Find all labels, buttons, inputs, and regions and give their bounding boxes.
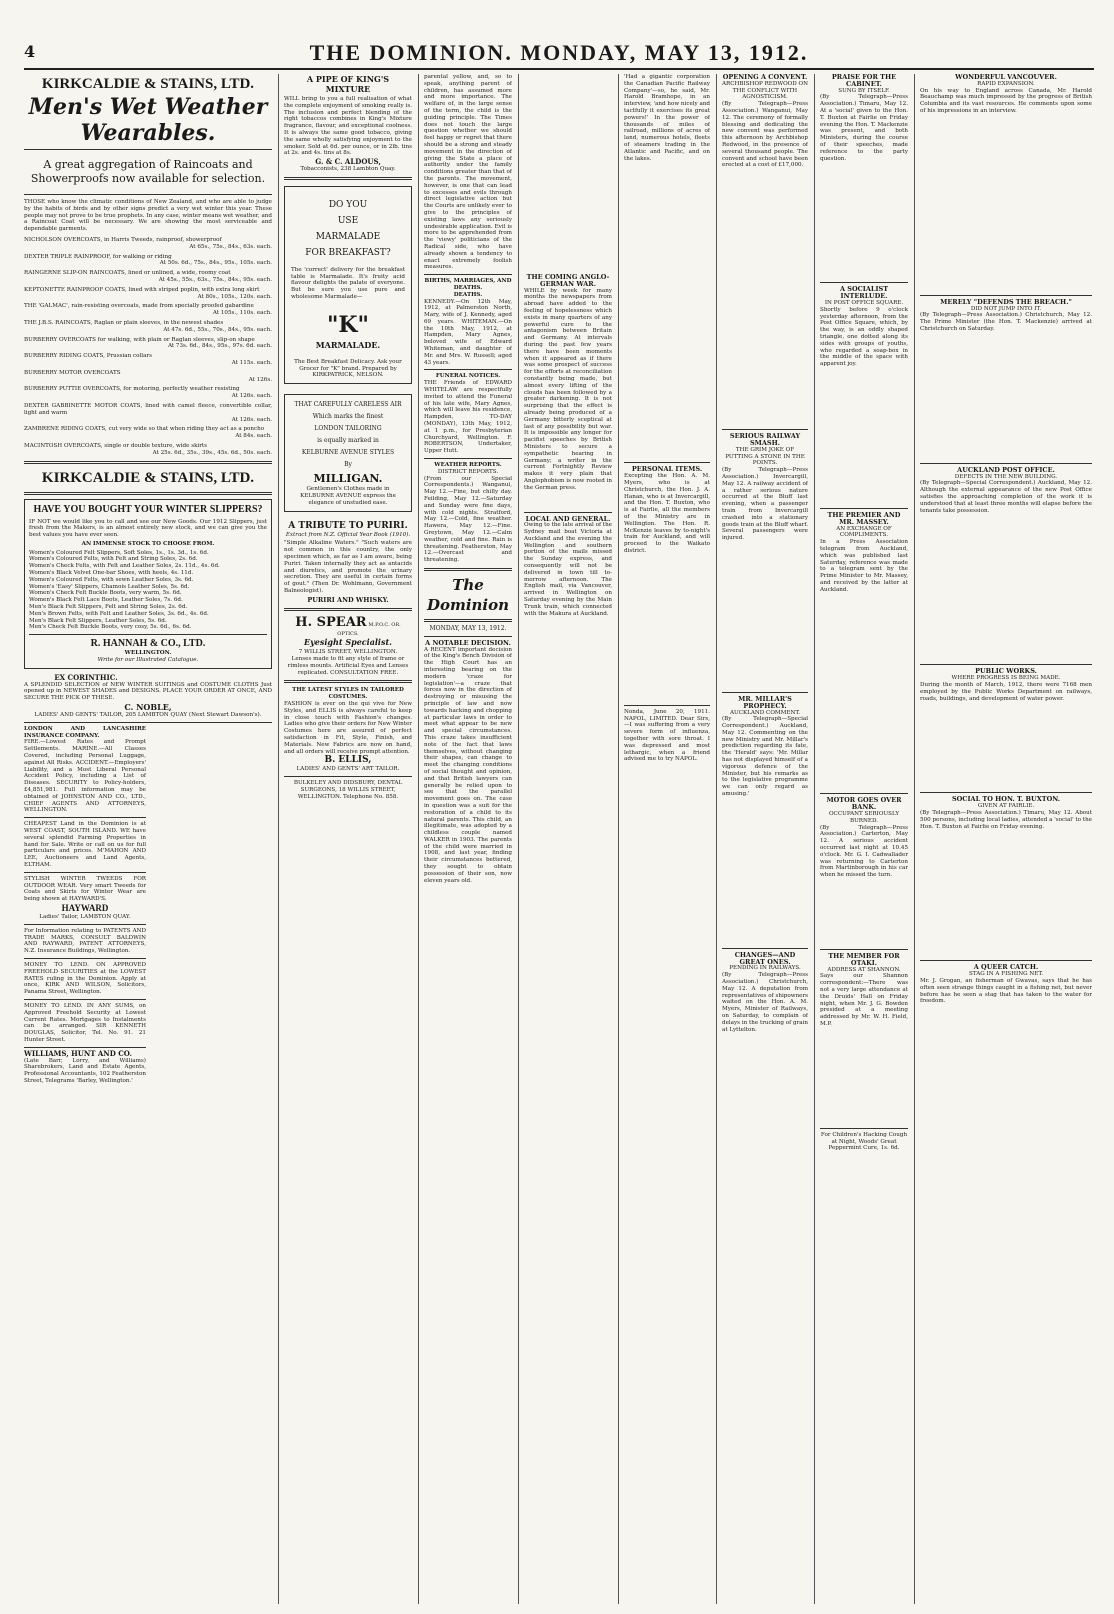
- column-3: [424, 74, 512, 1604]
- tribute-title: A TRIBUTE TO PURIRI.: [288, 520, 408, 531]
- slipper-item: Men's Brown Felts, with Felt and Leather Soles, 3s. 6d., 4s. 6d.: [29, 610, 209, 617]
- premier-body: In a Press Association telegram from Auckland, which was published last Saturday, reference was made to a telegram sent by the Prime Minister to Mr. Massey, and received by the latter at Auckland.: [820, 539, 908, 593]
- column-rule: [518, 74, 519, 1604]
- funeral-body: THE Friends of EDWARD WHITELAW are respectfully invited to attend the Funeral of his late wife, Mary Agnes, which will leave his residence, Hampden, TO-DAY (MONDAY), 13th May, 1912, at 1 p.m., for Presbyterian Churchyard, Wellington. F. ROBERTSON, Undertaker, Upper Hutt.: [424, 380, 512, 455]
- coat-item-name: RAINGERNE SLIP-ON RAINCOATS, lined or unlined, a wide, roomy coat: [24, 270, 231, 277]
- dateline: MONDAY, MAY 13, 1912.: [429, 624, 507, 632]
- coat-item-name: NICHOLSON OVERCOATS, in Harris Tweeds, rainproof, showerproof: [24, 236, 222, 243]
- coat-item-price: At 105s., 110s. each.: [212, 310, 272, 317]
- vancouver-title: WONDERFUL VANCOUVER.: [955, 74, 1057, 81]
- kirkcaldie-body: THOSE who know the climatic conditions of New Zealand, and who are able to judge by the habits of birds and by other signs predict a very wet winter this year. These people may not prove to be true prophets. In any case, winter means wet weather, and a Raincoat Coat will be necessary. We are showing the most serviceable and dependable garments.: [24, 199, 272, 233]
- napol-notice: Nonda, June 20, 1911. NAPOL, LIMITED. Dear Sirs,—I was suffering from a very severe form of influenza, together with sore throat. I was depressed and most lethargic, when a friend advised me to try NAPOL.: [624, 708, 710, 763]
- deaths-body: KENNEDY.—On 12th May, 1912, at Palmerston North, Mary, wife of J. Kennedy, aged 69 years. WHITEMAN.—On the 10th May, 1912, at Hampden, Mary Agnes, beloved wife of Edward Whiteman, and daughter of Mr. and Mrs. W. Russell; aged 43 years.: [424, 298, 512, 366]
- ellis-sub: LADIES' AND GENTS' ART TAILOR.: [296, 766, 400, 773]
- column-5: [624, 74, 710, 1604]
- noble-body: A SPLENDID SELECTION of NEW WINTER SUITINGS and COSTUME CLOTHS Just opened up in NEWEST SHADES and DESIGNS. PLACE YOUR ORDER AT ONCE, AND SECURE THE PICK OF THESE.: [24, 681, 272, 702]
- coat-item: [24, 386, 272, 400]
- cpr-article: 'Had a gigantic corporation the Canadian Pacific Railway Company'—so, he said, Mr. Harold Bramhope, in an interview, 'and how nicely and tactfully it exercises its great powers!' In the power of thousands of miles of railroad, millions of acres of land, numerous hotels, fleets of steamers trading in the Atlantic and Pacific, and on the lakes.: [624, 74, 710, 162]
- milligan-line: KELBURNE AVENUE STYLES: [301, 449, 395, 457]
- slipper-item: Women's Coloured Felt Slippers, Soft Soles, 1s., 1s. 3d., 1s. 6d.: [29, 549, 209, 556]
- coat-item: [24, 287, 272, 301]
- k-body: The 'correct' delivery for the breakfast table is Marmalade. It's fruity acid flavour delights the palate of everyone. But be sure you use pure and wholesome Marmalade—: [291, 266, 405, 300]
- otaki-title: THE MEMBER FOR OTAKI.: [828, 952, 900, 967]
- column-rule: [618, 74, 619, 1604]
- slipper-item: Women's Check Felts, with Felt and Leather Soles, 2s. 11d., 4s. 6d.: [29, 563, 220, 570]
- coat-item: [24, 270, 272, 284]
- milligan-line: By: [344, 461, 352, 469]
- coat-item: [24, 403, 272, 423]
- queer-body: Mr. J. Grogan, an fisherman of Gwavas, says that he has often seen strange things caught in a fishing net, but never before has he seen a stag that has taken to the water for freedom.: [920, 977, 1092, 1005]
- coat-item-price: At 45s., 55s., 63s., 75s., 84s., 95s. each.: [158, 276, 272, 283]
- column-rule: [418, 74, 419, 1604]
- socialist-sub: IN POST OFFICE SQUARE.: [824, 299, 904, 306]
- millar-body: (By Telegraph—Special Correspondent.) Auckland, May 12. Commenting on the new Ministry and Mr. Millar's prediction regarding its fate, the 'Herald' says: 'Mr. Millar has not displayed himself of a vigorous defence of the Minister, but his remarks as to the legislative programme we can only regard as amusing.': [722, 716, 808, 798]
- convent-sub: ARCHBISHOP REDWOOD ON THE CONFLICT WITH AGNOSTICISM.: [722, 80, 808, 101]
- coat-item: [24, 443, 272, 457]
- noble-sub: LADIES' AND GENTS' TAILOR, 205 LAMBTON QUAY (Next Stewart Dawson's).: [34, 712, 262, 719]
- milligan-name: MILLIGAN.: [313, 472, 383, 486]
- peppermint-ad: For Children's Hacking Cough at Night, Woods' Great Peppermint Cure, 1s. 6d.: [820, 1131, 908, 1152]
- works-title: PUBLIC WORKS.: [975, 667, 1037, 676]
- masthead: [24, 38, 1094, 70]
- coat-item-name: BURBERRY PUTTIE OVERCOATS, for motoring, perfectly weather resisting: [24, 386, 240, 393]
- coat-item-price: At 25s. 6d., 35s., 39s., 45s. 6d., 50s. each.: [152, 449, 272, 456]
- motor-title: MOTOR GOES OVER BANK.: [826, 796, 902, 812]
- hannah-city: WELLINGTON.: [124, 650, 172, 657]
- coat-item-price: At 80s., 105s., 120s. each.: [197, 293, 272, 300]
- coat-item-price: At 50s. 6d., 75s., 84s., 95s., 105s. each.: [159, 260, 272, 267]
- post-sub: DEFECTS IN THE NEW BUILDING.: [954, 473, 1058, 480]
- dental-body: BULKELEY AND DIDSBURY, DENTAL SURGEONS, 18 WILLIS STREET, WELLINGTON. Telephone No. 858.: [293, 780, 403, 800]
- funeral-title: FUNERAL NOTICES.: [435, 373, 501, 380]
- kirkcaldie-items: [24, 237, 272, 457]
- war-title: THE COMING ANGLO-GERMAN WAR.: [526, 273, 610, 288]
- coat-item-price: At 84s. each.: [235, 433, 272, 440]
- buxton-body: (By Telegraph—Press Association.) Timaru, May 12. About 500 persons, including local ladies, attended a 'social' to the Hon. T. Buxton at Fairlie on Friday evening.: [920, 809, 1092, 830]
- hayward-sub: Ladies' Tailor, LAMBTON QUAY.: [39, 913, 131, 920]
- ellis-name: B. ELLIS,: [324, 755, 372, 766]
- money-body: MONEY TO LEND. ON APPROVED FREEHOLD SECURITIES at the LOWEST RATES ruling in the Dominion. Apply at once, KIRK AND WILSON, Solicitors, Panama Street, Wellington.: [24, 961, 146, 996]
- coat-item-name: THE 'GALMAC', rain-resisting overcoats, made from specially proofed gabardine: [24, 303, 254, 310]
- hayward-intro: STYLISH WINTER TWEEDS FOR OUTDOOR WEAR. Very smart Tweeds for Coats and Skirts for Winter Wear are being shown at HAYWARD'S.: [24, 875, 146, 903]
- slipper-item: Women's Black Felt Lace Boots, Leather Soles, 7s. 6d.: [29, 597, 183, 604]
- socialist-title: A SOCIALIST INTERLUDE.: [839, 285, 889, 301]
- coat-item: [24, 254, 272, 268]
- column-rule: [716, 74, 717, 1604]
- page-title: THE DOMINION. MONDAY, MAY 13, 1912.: [309, 40, 809, 65]
- coat-item-name: BURBERRY RIDING COATS, Prussian collars: [24, 353, 152, 360]
- spear-ad: [284, 615, 412, 638]
- decision-body: A RECENT important decision of the King's Bench Division of the High Court has an interesting bearing on the modern 'craze for legislation'—a craze that forces now in the direction of destroying or misusing the principle of law and now towards hacking and chopping at particular laws in order to meet what appear to be new and special circumstances. This craze takes insufficient note of the fact that laws themselves, without changing their shapes, can change to meet the changing conditions of social thought and opinion, and that British lawyers can generally be relied upon to see that the parallel movement goes on. The case in question was a suit for the restoration of a child to its natural parents. This child, an illegitimate, was adopted by a childless couple named WALKER in 1903. The parents of the child were married in 1908, and last year, finding their circumstances bettered, they sought to obtain possession of their son, now eleven years old.: [424, 646, 512, 884]
- changes-sub: PENDING IN RAILWAYS.: [729, 965, 801, 972]
- k-word: MARMALADE.: [315, 339, 381, 350]
- williams-name: WILLIAMS, HUNT AND CO.: [24, 1048, 132, 1058]
- paper-nameplate: The Dominion: [426, 575, 510, 614]
- column-2: [284, 74, 412, 1604]
- millar-title: MR. MILLAR'S PROPHECY.: [738, 694, 792, 710]
- slippers-subheading: AN IMMENSE STOCK TO CHOOSE FROM.: [81, 540, 215, 547]
- personal-body: Excepting the Hon. A. M. Myers, who is at Christchurch, the Hon. J. A. Hanan, who is at Invercargill, and the Hon. T. Buxton, who is at Fairlie, all the members of the Ministry are in Wellington. The Hon. R. McKenzie leaves by to-night's train for Auckland, and will proceed to the Waikato district.: [624, 473, 710, 554]
- convent-body: (By Telegraph—Press Association.) Wanganui, May 12. The ceremony of formally blessing and dedicating the new convent was performed this afternoon by Archbishop Redwood, in the presence of several thousand people. The convent and school have been erected at a cost of £17,000.: [722, 101, 808, 169]
- kirkcaldie-ad-title: KIRKCALDIE & STAINS, LTD.: [41, 76, 255, 92]
- insurance-body: FIRE.—Lowest Rates and Prompt Settlements. MARINE.—All Classes Covered, including Personal Luggage, against All Risks. ACCIDENT.—Employers' Liability, and a Most Liberal Personal Accident Policy, including a List of Diseases. SECURITY to Policy-holders, £4,851,981. Full information may be obtained of JOHNSTON AND CO., LTD., CHIEF AGENTS AND ATTORNEYS, WELLINGTON.: [24, 739, 146, 814]
- k-line: MARMALADE: [315, 231, 381, 242]
- coat-item-price: At 115s. each.: [231, 359, 272, 366]
- socialist-body: Shortly before 9 o'clock yesterday afternoon, from the Post Office Square, which, by the way, is an oddly shaped triangle, one dotted along its sides with groups of youths, who regarded a soap-box in the middle of the space with apparent joy.: [820, 306, 908, 368]
- coat-item-name: DEXTER TRIPLE RAINPROOF, for walking or riding: [24, 253, 172, 260]
- kirkcaldie-slogan: Men's Wet Weather Wearables.: [28, 94, 268, 146]
- slippers-list: [29, 550, 267, 632]
- railway-title: SERIOUS RAILWAY SMASH.: [729, 432, 801, 447]
- spear-quals: M.P.O.C. OR. OPTICS.: [337, 621, 401, 637]
- coat-item-price: At 126s. each.: [231, 393, 272, 400]
- kirkcaldie-headline: A great aggregation of Raincoats and Showerproofs now available for selection.: [30, 158, 266, 185]
- weather-body: (From our Special Correspondents.) Wanganui, May 12.—Fine, but chilly day. Feilding, May 12.—Saturday and Sunday were fine days, with cold nights. Stratford, May 12.—Cold, fine weather. Hawera, May 12.—Fine. Greytown, May 12.—Calm weather, cold and fine. Rain is threatening. Featherston, May 12.—Overcast and threatening.: [424, 475, 512, 564]
- ellis-body: FASHION is ever on the qui vive for New Styles, and ELLIS is always careful to keep in close touch with Fashion's changes. Ladies who give their orders for New Winter Costumes here are assured of perfect satisfaction in Fit, Style, Finish, and Materials. New Fabrics are now on hand, and all orders will receive prompt attention.: [284, 701, 412, 755]
- aldous-address: Tobacconists, 238 Lambton Quay.: [300, 165, 396, 172]
- coat-item: [24, 320, 272, 334]
- k-line: USE: [337, 215, 359, 226]
- kings-title: A PIPE OF KING'S MIXTURE: [306, 74, 390, 94]
- buxton-sub: GIVEN AT FAIRLIE.: [977, 803, 1035, 810]
- post-title: AUCKLAND POST OFFICE.: [957, 465, 1055, 474]
- spear-body: Lenses made to fit any style of frame or rimless mounts. Artificial Eyes and Lenses replicated. CONSULTATION FREE.: [287, 656, 409, 676]
- coat-item: [24, 370, 272, 384]
- coat-item-name: BURBERRY OVERCOATS for walking, with plain or Raglan sleeves, slip-on shape: [24, 336, 255, 343]
- vancouver-body: On his way to England across Canada, Mr. Harold Beauchamp was much impressed by the progress of British Columbia and its vast resources. He comments upon some of his impressions in an interview.: [920, 87, 1092, 114]
- coat-item: [24, 337, 272, 351]
- weather-title: WEATHER REPORTS.: [434, 462, 502, 469]
- motor-sub: OCCUPANT SERIOUSLY BURNED.: [828, 811, 900, 824]
- slippers-intro: IF NOT we would like you to call and see our New Goods. Our 1912 Slippers, just fresh from the Makers, is an almost entirely new stock, and we can give you the best values you have ever seen.: [29, 518, 267, 539]
- milligan-line: LONDON TAILORING: [314, 425, 382, 433]
- coat-item-name: BURBERRY MOTOR OVERCOATS: [24, 369, 121, 376]
- k-line: DO YOU: [328, 199, 368, 210]
- milligan-line: Which marks the finest: [312, 413, 384, 421]
- motor-body: (By Telegraph—Press Association.) Carterton, May 12. A serious accident occurred last night at 10.45 o'clock. Mr. G. I. Cadwallader was returning to Carterton from Martinborough in his car when he missed the turn.: [820, 824, 908, 879]
- slipper-item: Women's 'Easy' Slippers, Chamois Leather Soles, 5s. 6d.: [29, 583, 190, 590]
- coat-item: [24, 426, 272, 440]
- milligan-line: is equally marked in: [317, 437, 379, 445]
- decision-title: A NOTABLE DECISION.: [425, 638, 511, 647]
- premier-title: THE PREMIER AND MR. MASSEY.: [827, 510, 901, 526]
- coat-item-name: THE J.B.S. RAINCOATS, Raglan or plain sleeves, in the newest shades: [24, 319, 224, 326]
- war-body: WHILE by week for many months the newspapers from abroad have added to the feeling of hopelessness which exists in many quarters of any powerful cure to the antagonism between Britain and Germany. At intervals during the past few years there have been moments when it appeared as if there was some prospect of success for the efforts at reconciliation constantly being made, but almost every lifting of the clouds has been followed by a greater darkening. It is not surprising that the effect is already being produced of a Germany bitterly sceptical at last of any possibility but war. It is impossible any longer for pacifist speeches by British Ministers to secure a sympathetic hearing in Germany; a writer in the current Fortnightly Review makes it very plain that Anglophobism is now rooted in the German press.: [524, 287, 612, 491]
- coat-item-name: KEPTONETTE RAINPROOF COATS, lined with striped poplin, with extra long skirt: [24, 286, 260, 293]
- otaki-body: Says our Shannon correspondent:—There was not a very large attendance at the Druids' Hall on Friday night, when Mr. J. G. Bowden presided at a meeting addressed by Mr. W. H. Field, M.P.: [820, 973, 908, 1028]
- railway-body: (By Telegraph—Press Association.) Invercargill, May 12. A railway accident of a rather serious nature occurred at the Bluff last evening, when a passenger train from Invercargill crashed into a stationary goods train at the Bluff wharf. Several passengers were injured.: [722, 467, 808, 542]
- railway-sub: THE GRIM JOKE OF PUTTING A STONE IN THE POINTS.: [725, 446, 805, 467]
- coat-item-name: ZAMBRENE RIDING COATS, cut very wide so that when riding they act as a poncho: [24, 426, 265, 433]
- millar-sub: AUCKLAND COMMENT.: [729, 709, 801, 716]
- lead-article: parental yellow, and, so to speak, anything parent of children, has assumed more and more importance. The welfare of, in the large sense of the term, the child is the guiding principle. The Times does not touch the large question whether we should feel happy or regret that there should be a strong and steady movement in the direction of giving the State a place of authority under the family conditions greater than that of the parents. The movement, however, is one that can lead to excesses and evils through direct legislative action but the Courts are unlikely ever to give to the principles of existing laws any seriously undesirable application. Evil is more to be apprehended from the 'viewy' politicians of the Radical side, who have already shown a tendency to enact extremely foolish measures.: [424, 74, 512, 271]
- convent-title: OPENING A CONVENT.: [722, 74, 808, 81]
- milligan-line: THAT CAREFULLY CARELESS AIR: [294, 401, 402, 409]
- changes-body: (By Telegraph—Press Association.) Christchurch, May 12. A deputation from representatives of shipowners waited on the Hon. A. M. Myers, Minister of Railways, on Saturday, to complain of delays in the trucking of grain at Lyttelton.: [722, 972, 808, 1033]
- column-rule: [814, 74, 815, 1604]
- deaths-label: DEATHS.: [453, 291, 483, 298]
- coat-item-name: MACINTOSH OVERCOATS, single or double texture, wide skirts: [24, 442, 208, 449]
- k-brand: "K": [326, 311, 370, 338]
- queer-sub: STAG IN A FISHING NET.: [968, 971, 1044, 978]
- praise-title: PRAISE FOR THE CABINET.: [831, 74, 897, 88]
- coat-item: [24, 303, 272, 317]
- coat-item-price: At 126s.: [248, 376, 272, 383]
- local-title: LOCAL AND GENERAL.: [525, 514, 611, 523]
- works-sub: WHERE PROGRESS IS BEING MADE.: [951, 675, 1061, 682]
- kirkcaldie-ad-footer: KIRKCALDIE & STAINS, LTD.: [41, 469, 255, 486]
- money2-body: MONEY TO LEND. IN ANY SUMS, on Approved Freehold Security at Lowest Current Rates. Mortgages to Instalments can be arranged. SIR KENNETH DOUGLAS, Solicitor, Tel. No. 91. 21 Hunter Street.: [24, 1002, 146, 1043]
- column-8: [920, 74, 1092, 1604]
- page-number: 4: [24, 42, 36, 61]
- slipper-item: Men's Black Felt Slippers, Leather Soles, 5s. 6d.: [29, 617, 167, 624]
- slippers-heading: HAVE YOU BOUGHT YOUR WINTER SLIPPERS?: [33, 503, 263, 515]
- column-1: [24, 74, 272, 1604]
- aldous-firm: G. & C. ALDOUS,: [315, 157, 381, 167]
- slipper-item: Men's Check Felt Buckle Boots, very cosy, 5s. 6d., 6s. 6d.: [29, 624, 192, 631]
- noble-name: C. NOBLE,: [124, 702, 172, 713]
- tribute-footer: PURIRI AND WHISKY.: [307, 595, 389, 604]
- coat-item-price: At 126s. each.: [231, 416, 272, 423]
- coat-item-price: At 73s. 6d., 84s., 95s., 97s. 6d. each.: [167, 343, 272, 350]
- column-4: [524, 74, 612, 1604]
- works-body: During the month of March, 1912, there were 7168 men employed by the Public Works Department on railways, roads, buildings, and development of water power.: [920, 681, 1092, 702]
- coat-item: [24, 353, 272, 367]
- otaki-sub: ADDRESS AT SHANNON.: [827, 966, 901, 973]
- spear-address: 7 WILLIS STREET, WELLINGTON.: [298, 649, 398, 656]
- merely-body: (By Telegraph—Press Association.) Christchurch, May 12. The Prime Minister (the Hon. T. Mackenzie) arrived at Christchurch on Saturday.: [920, 312, 1092, 332]
- tribute-sub: Extract from N.Z. Official Year Book (1910).: [285, 531, 411, 538]
- ellis-title: THE LATEST STYLES IN TAILORED COSTUMES.: [292, 687, 404, 701]
- merely-title: MERELY "DEFENDS THE BREACH.": [940, 297, 1072, 306]
- praise-sub: SUNG BY ITSELF.: [838, 87, 890, 94]
- changes-title: CHANGES—AND GREAT ONES.: [734, 950, 796, 966]
- slipper-item: Women's Coloured Felts, with sewn Leather Soles, 3s. 6d.: [29, 576, 194, 583]
- column-6: [722, 74, 808, 1604]
- k-line: FOR BREAKFAST?: [305, 247, 391, 258]
- queer-title: A QUEER CATCH.: [973, 963, 1039, 972]
- personal-title: PERSONAL ITEMS.: [631, 465, 703, 474]
- patents-body: For Information relating to PATENTS AND TRADE MARKS, CONSULT BALDWIN AND RAYWARD, PATENT ATTORNEYS, N.Z. Insurance Buildings, Wellington.: [24, 927, 146, 955]
- merely-sub: DID NOT JUMP INTO IT.: [970, 305, 1042, 312]
- weather-sub: DISTRICT REPORTS.: [437, 468, 499, 475]
- slipper-item: Women's Coloured Felts, with Felt and String Soles, 2s. 6d.: [29, 556, 198, 563]
- column-rule: [278, 74, 279, 1604]
- milligan-body: Gentlemen's Clothes made in KELBURNE AVENUE express the elegance of unstudied ease.: [300, 486, 396, 506]
- slipper-item: Women's Check Felt Buckle Boots, very warm, 5s. 6d.: [29, 590, 182, 597]
- praise-body: (By Telegraph—Press Association.) Timaru, May 12. At a 'social' given to the Hon. T. Buxton at Fairlie on Friday evening the Hon. T. Mackenzie was present, and both Ministers, during the course of their speeches, made reference to the party question.: [820, 94, 908, 162]
- slipper-item: Women's Black Velvet One-bar Shoes, with heels, 4s. 11d.: [29, 570, 194, 577]
- coat-item-name: DEXTER GABBINETTE MOTOR COATS, lined with camel fleece, convertible collar, light and warm: [24, 402, 272, 416]
- left-subcolumn: [24, 726, 146, 1085]
- vancouver-sub: RAPID EXPANSION.: [977, 80, 1035, 87]
- williams-body: (Late Barr, Lorry, and Williams) Sharebrokers, Land and Estate Agents, Professional Accountants, 102 Featherston Street, Telegrams 'Barley, Wellington.': [24, 1057, 146, 1084]
- milligan-ad: [284, 394, 412, 511]
- hayward-name: HAYWARD: [61, 902, 109, 913]
- premier-sub: AN EXCHANGE OF COMPLIMENTS.: [836, 525, 892, 539]
- insurance-title: LONDON AND LANCASHIRE INSURANCE COMPANY.: [24, 725, 146, 739]
- local-body: Owing to the late arrival of the Sydney mail boat Victoria at Auckland and the evening the Wellington and southern portion of the mails missed the Sunday express, and consequently will not be delivered in town till to-morrow afternoon. The English mail, via Vancouver, arrived in Wellington on Saturday evening by the Main Trunk train, which connected with the Makura at Auckland.: [524, 522, 612, 617]
- column-7: [820, 74, 908, 1604]
- coat-item-price: At 47s. 6d., 55s., 70s., 84s., 95s. each.: [163, 326, 272, 333]
- hannah-firm: R. HANNAH & CO., LTD.: [90, 638, 206, 650]
- k-marmalade-ad: [284, 186, 412, 384]
- tribute-body: "Simple Alkaline Waters." "Such waters are not common in this country, the only specimen which, as far as I am aware, being Puriri. Taken internally they act as antacids and diuretics, and promote the urinary secretion. They are useful in certain forms of gout." (Then Dr. Wohlmann, Government Balneologist).: [284, 540, 412, 594]
- column-rule: [914, 74, 915, 1604]
- land-body: CHEAPEST Land in the Dominion is at WEST COAST, SOUTH ISLAND. WE have several splendid Farming Properties in hand for Sale. Write or call on us for full particulars and prices. M'MAHON AND LEE, Auctioneers and Land Agents, ELTHAM.: [24, 821, 146, 868]
- kings-body: WILL bring to you a full realisation of what the complete enjoyment of smoking really is. The inclusion and perfect blending of the right tobaccos combines in King's Mixture fragrance, flavour, and exceptional coolness. It is always the same good tobacco, giving the same wholly satisfying enjoyment to the smoker. Sold at 6d. per ounce, or in 2lb. tins at 2s. and 4s. tins at 8s.: [284, 96, 412, 157]
- slippers-ad: [24, 499, 272, 669]
- coat-item: [24, 237, 272, 251]
- hannah-note: Write for our Illustrated Catalogue.: [97, 657, 199, 664]
- spear-title: Eyesight Specialist.: [304, 637, 392, 648]
- k-footer: The Best Breakfast Delicacy. Ask your Grocer for "K" brand. Prepared by KIRKPATRICK, NELSON.: [294, 358, 402, 379]
- births-title: BIRTHS, MARRIAGES, AND DEATHS.: [424, 278, 512, 291]
- slipper-item: Men's Black Felt Slippers, Felt and String Soles, 2s. 6d.: [29, 604, 188, 611]
- buxton-title: SOCIAL TO HON. T. BUXTON.: [951, 795, 1061, 804]
- spear-name: H. SPEAR: [295, 614, 367, 630]
- post-body: (By Telegraph—Special Correspondent.) Auckland, May 12. Although the external appearance of the new Post Office satisfies the approaching completion of the work it is understood that at least three months will elapse before the tenants take possession.: [920, 480, 1092, 514]
- coat-item-price: At 65s., 75s., 84s., 63s. each.: [189, 243, 272, 250]
- noble-title: EX CORINTHIC.: [54, 672, 118, 682]
